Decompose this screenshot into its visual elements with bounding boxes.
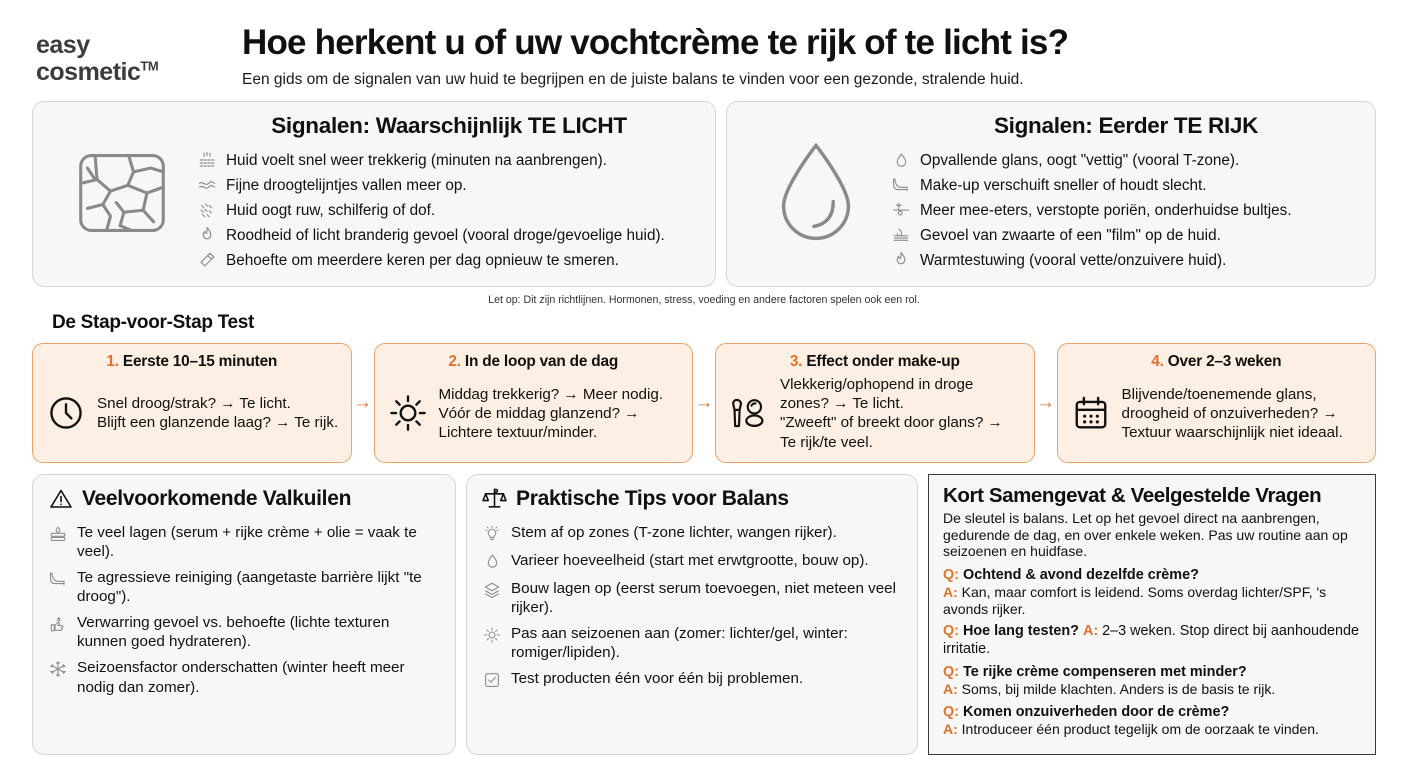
pitfalls-title-row	[48, 486, 441, 511]
balance-scale-icon	[482, 486, 507, 511]
step-title-text-2: In de loop van de dag	[464, 352, 619, 370]
step-arrow-2: →	[694, 391, 714, 413]
trademark-mark: TM	[140, 58, 159, 74]
step-title-2	[387, 353, 681, 371]
list-item-text: Opvallende glans, oogt "vettig" (vooral T-zone).	[920, 151, 1240, 169]
list-item	[482, 620, 903, 665]
list-item	[891, 148, 1361, 173]
list-item	[48, 519, 441, 564]
step-line: Vóór de middag glanzend? → Lichtere textuur/minder.	[438, 404, 640, 442]
step-title-text-3: Effect onder make-up	[806, 352, 960, 370]
sun-icon	[387, 392, 429, 434]
faq-item-1	[943, 567, 1362, 618]
makeup-brush-icon	[728, 392, 770, 434]
faq-answer-text: Kan, maar comfort is leidend. Soms overdag lichter/SPF, 's avonds rijker.	[943, 583, 1327, 617]
list-item	[891, 198, 1361, 223]
page-subtitle: Een gids om de signalen van uw huid te begrijpen en de juiste balans te vinden voor een gezonde, stralende huid.	[242, 70, 1024, 88]
list-item-text: Behoefte om meerdere keren per dag opnieuw te smeren.	[226, 251, 619, 269]
shoe-icon	[891, 175, 911, 195]
shoe-icon	[48, 569, 68, 589]
faq-question-text: Te rijke crème compenseren met minder?	[963, 664, 1247, 681]
faq-item-3	[943, 664, 1362, 698]
signals-too-rich-body	[891, 113, 1361, 273]
faq-question-text: Hoe lang testen?	[963, 623, 1079, 640]
list-item-text: Make-up verschuift sneller of houdt slecht.	[920, 176, 1207, 194]
faq-answer-text: Introduceer één product tegelijk om de oorzaak te vinden.	[961, 721, 1319, 738]
pitfalls-title: Veelvoorkomende Valkuilen	[82, 486, 352, 510]
signals-too-light-body	[197, 113, 701, 273]
a-mark: A:	[943, 681, 958, 698]
list-item-text: Meer mee-eters, verstopte poriën, onderhuidse bultjes.	[920, 201, 1292, 219]
step-lines-3	[780, 375, 1022, 452]
tips-list	[482, 519, 903, 694]
clogged-pore-icon	[891, 200, 911, 220]
list-item	[48, 564, 441, 609]
step-card-3	[715, 343, 1035, 463]
disclaimer-note: Let op: Dit zijn richtlijnen. Hormonen, stress, voeding en andere factoren spelen ook een rol.	[488, 293, 920, 306]
bottom-row	[0, 474, 1408, 755]
step-number-4: 4.	[1151, 352, 1164, 370]
faq-title: Kort Samengevat & Veelgestelde Vragen	[943, 484, 1322, 508]
step-card-1	[32, 343, 352, 463]
faq-question-text: Ochtend & avond dezelfde crème?	[963, 566, 1199, 583]
list-item-text: Huid voelt snel weer trekkerig (minuten na aanbrengen).	[226, 151, 607, 169]
step-line: "Zweeft" of breekt door glans? → Te rijk/te veel.	[780, 414, 1003, 451]
step-card-2	[374, 343, 694, 463]
signals-too-light-list	[197, 148, 701, 273]
q-mark: Q:	[943, 566, 959, 583]
step-number-3: 3.	[789, 352, 803, 370]
cracked-dry-skin-icon	[47, 145, 197, 241]
sun-small-icon	[482, 625, 502, 645]
faq-question-text: Komen onzuiverheden door de crème?	[963, 704, 1230, 721]
list-item-text: Roodheid of licht branderig gevoel (vooral droge/gevoelige huid).	[226, 226, 665, 244]
q-mark: Q:	[943, 623, 959, 640]
step-line: Middag trekkerig? → Meer nodig.	[438, 385, 664, 403]
list-item	[891, 248, 1361, 273]
steps-section-heading: De Stap-voor-Stap Test	[52, 311, 255, 333]
faq-answer-3	[943, 681, 1362, 698]
faq-question-3	[943, 664, 1362, 681]
step-number-1: 1.	[106, 352, 119, 370]
droplet-icon	[891, 150, 911, 170]
list-item-text: Warmtestuwing (vooral vette/onzuivere huid).	[920, 251, 1227, 269]
brand-logo	[36, 24, 236, 85]
list-item	[197, 198, 701, 223]
list-item-text: Gevoel van zwaarte of een "film" op de huid.	[920, 226, 1221, 244]
signals-too-rich-title: Signalen: Eerder TE RIJK	[993, 112, 1259, 138]
calendar-icon	[1070, 392, 1112, 434]
signals-too-rich-card	[726, 101, 1376, 287]
step-arrow-1: →	[353, 391, 372, 413]
q-mark: Q:	[943, 664, 959, 681]
lightbulb-icon	[482, 524, 502, 544]
list-item	[891, 173, 1361, 198]
hand-touch-icon	[48, 614, 68, 634]
step-lines-4	[1122, 385, 1364, 443]
list-item	[197, 248, 701, 273]
step-line: Vlekkerig/ophopend in droge zones? → Te licht.	[780, 375, 974, 413]
step-lines-1	[97, 394, 339, 433]
signals-too-light-title: Signalen: Waarschijnlijk TE LICHT	[271, 112, 627, 138]
signals-row	[0, 101, 1408, 287]
list-item	[48, 655, 441, 700]
stacked-layers-icon	[482, 580, 502, 600]
a-mark: A:	[943, 721, 958, 738]
steam-layers-icon	[197, 150, 217, 170]
signals-too-rich-list	[891, 148, 1361, 273]
page-header	[0, 0, 1408, 95]
step-title-text-4: Over 2–3 weken	[1167, 352, 1282, 370]
step-title-3	[728, 353, 1022, 371]
faq-answer-1	[943, 584, 1362, 618]
film-layer-icon	[891, 225, 911, 245]
flame-icon	[891, 250, 911, 270]
list-item-text: Fijne droogtelijntjes vallen meer op.	[226, 176, 467, 194]
list-item	[197, 173, 701, 198]
faq-question-4	[943, 704, 1362, 721]
a-mark: A:	[943, 583, 958, 600]
list-item	[482, 666, 903, 694]
faq-question-1	[943, 567, 1362, 584]
step-card-4	[1057, 343, 1377, 463]
list-item-text: Huid oogt ruw, schilferig of dof.	[226, 201, 436, 219]
cream-tube-icon	[197, 250, 217, 270]
list-item	[482, 519, 903, 547]
list-item-text: Stem af op zones (T-zone lichter, wangen rijker).	[511, 523, 837, 541]
clock-icon	[45, 392, 87, 434]
list-item-text: Te veel lagen (serum + rijke crème + olie = vaak te veel).	[77, 523, 417, 560]
step-lines-2	[439, 385, 681, 443]
step-line: Snel droog/strak? → Te licht.	[97, 395, 291, 413]
header-text-block	[236, 24, 1376, 89]
tips-card	[466, 474, 918, 755]
faq-item-2	[943, 623, 1362, 658]
snowflake-icon	[48, 659, 68, 679]
list-item-text: Te agressieve reiniging (aangetaste barrière lijkt "te droog").	[77, 568, 422, 605]
faq-question-answer-2	[943, 623, 1362, 658]
list-item-text: Test producten één voor één bij problemen.	[511, 670, 804, 688]
flame-icon	[197, 225, 217, 245]
brand-line-2: cosmetic™	[36, 57, 159, 86]
pitfalls-list	[48, 519, 441, 700]
oil-droplet-icon	[741, 139, 891, 247]
tips-title: Praktische Tips voor Balans	[516, 486, 789, 510]
flakes-icon	[197, 200, 217, 220]
faq-intro: De sleutel is balans. Let op het gevoel direct na aanbrengen, gedurende de dag, en over enkele weken. Pas uw routine aan op seizoenen en huidfase.	[943, 510, 1348, 560]
step-line: Blijft een glanzende laag? → Te rijk.	[97, 414, 339, 432]
stacked-layers-icon	[48, 524, 68, 544]
steps-row	[0, 343, 1408, 463]
list-item-text: Varieer hoeveelheid (start met erwtgrootte, bouw op).	[511, 551, 869, 569]
list-item-text: Pas aan seizoenen aan (zomer: lichter/gel, winter: romiger/lipiden).	[511, 624, 848, 661]
list-item-text: Bouw lagen op (eerst serum toevoegen, niet meteen veel rijker).	[511, 579, 896, 616]
list-item-text: Verwarring gevoel vs. behoefte (lichte texturen kunnen goed hydrateren).	[77, 614, 390, 651]
faq-answer-4	[943, 721, 1362, 738]
step-title-text-1: Eerste 10–15 minuten	[122, 352, 278, 370]
faq-answer-text: Soms, bij milde klachten. Anders is de basis te rijk.	[961, 681, 1276, 698]
faq-card	[928, 474, 1376, 755]
faq-answer-text: 2–3 weken. Stop direct bij aanhoudende irritatie.	[943, 623, 1359, 657]
list-item	[482, 575, 903, 620]
pitfalls-card	[32, 474, 456, 755]
list-item	[48, 610, 441, 655]
step-title-1	[45, 353, 339, 371]
list-item	[891, 223, 1361, 248]
step-number-2: 2.	[448, 352, 461, 370]
brand-line-1: easy	[36, 31, 90, 59]
q-mark: Q:	[943, 704, 959, 721]
droplet-icon	[482, 552, 502, 572]
faq-item-4	[943, 704, 1362, 738]
step-title-4	[1070, 353, 1364, 371]
list-item	[197, 148, 701, 173]
step-line: Blijvende/toenemende glans, droogheid of onzuiverheden? → Textuur waarschijnlijk niet ideaal.	[1121, 385, 1343, 442]
page-title: Hoe herkent u of uw vochtcrème te rijk of te licht is?	[242, 23, 1069, 62]
warning-triangle-icon	[48, 486, 73, 511]
tips-title-row	[482, 486, 903, 511]
a-mark: A:	[1082, 623, 1099, 640]
checkbox-icon	[482, 670, 502, 690]
list-item	[482, 547, 903, 575]
list-item-text: Seizoensfactor onderschatten (winter heeft meer nodig dan zomer).	[77, 659, 405, 696]
list-item	[197, 223, 701, 248]
wavy-lines-icon	[197, 175, 217, 195]
step-arrow-3: →	[1036, 391, 1055, 413]
signals-too-light-card	[32, 101, 716, 287]
